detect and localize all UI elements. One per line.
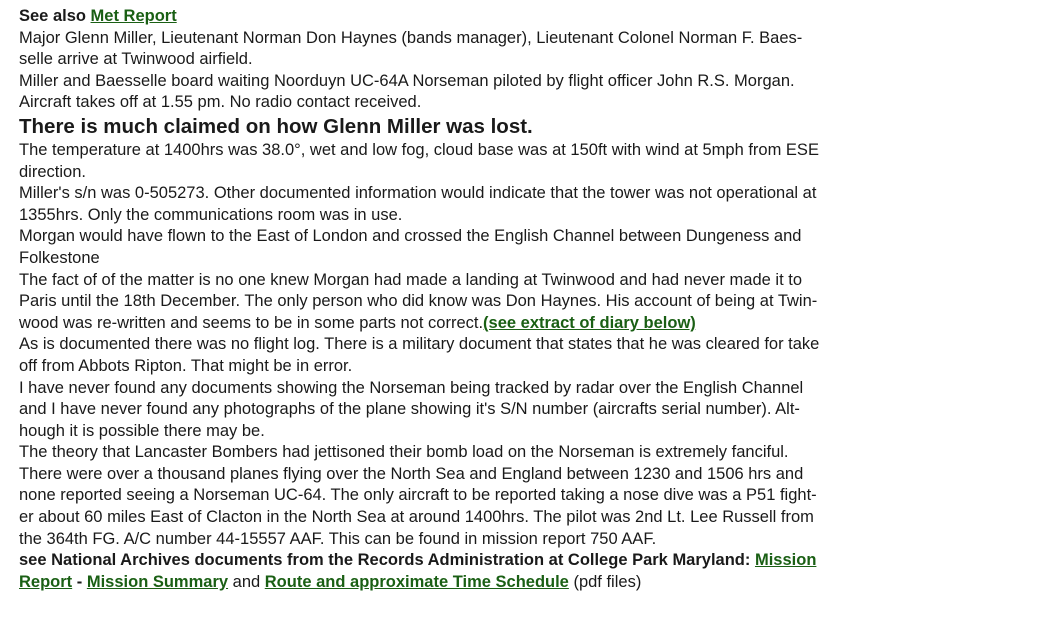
section-heading: There is much claimed on how Glenn Miller was lost. — [19, 114, 533, 138]
text-line: Paris until the 18th December. The only person who did know was Don Haynes. His account of being at Twin- — [19, 292, 818, 311]
text-line: and I have never found any photographs of the plane showing it's S/N number (aircrafts serial number). Alt- — [19, 400, 800, 419]
archives-text: see National Archives documents from the Records Administration at College Park Maryland: — [19, 551, 755, 570]
text-line: hough it is possible there may be. — [19, 421, 265, 440]
see-also-prefix: See also — [19, 7, 91, 25]
text-line: off from Abbots Ripton. That might be in error. — [19, 356, 353, 375]
text-segment: wood was re-written and seems to be in some parts not correct. — [19, 313, 484, 332]
text-line: The fact of of the matter is no one knew Morgan had made a landing at Twinwood and had never made it to — [19, 270, 803, 289]
text-line: I have never found any documents showing the Norseman being tracked by radar over the English Channel — [19, 378, 804, 397]
text-line: 1355hrs. Only the communications room was in use. — [19, 205, 403, 224]
text-line: direction. — [19, 162, 86, 181]
text-line: selle arrive at Twinwood airfield. — [19, 50, 253, 69]
text-line: the 364th FG. A/C number 44-15557 AAF. This can be found in mission report 750 AAF. — [19, 529, 657, 548]
text-line: Folkestone — [19, 248, 100, 267]
met-report-link[interactable]: Met Report — [90, 7, 177, 25]
text-line: Aircraft takes off at 1.55 pm. No radio contact received. — [19, 93, 422, 112]
diary-line — [19, 313, 1040, 335]
mission-report-link[interactable]: Mission — [754, 551, 817, 570]
mission-summary-link[interactable]: Mission Summary — [86, 572, 229, 591]
text-line: Morgan would have flown to the East of London and crossed the English Channel between Dungeness and — [19, 227, 802, 246]
text-line: The theory that Lancaster Bombers had jettisoned their bomb load on the Norseman is extremely fanciful. — [19, 443, 789, 462]
archives-line-2 — [19, 572, 1040, 594]
text-line: er about 60 miles East of Clacton in the North Sea at around 1400hrs. The pilot was 2nd Lt. Lee Russell from — [19, 508, 814, 527]
archives-line-1 — [19, 550, 1040, 572]
text-line: Major Glenn Miller, Lieutenant Norman Don Haynes (bands manager), Lieutenant Colonel Norman F. Baes- — [19, 28, 803, 47]
text-line: Miller and Baesselle board waiting Noorduyn UC-64A Norseman piloted by flight officer John R.S. Morgan. — [19, 71, 795, 90]
text-line: There were over a thousand planes flying over the North Sea and England between 1230 and 1506 hrs and — [19, 464, 804, 483]
text-line: As is documented there was no flight log. There is a military document that states that he was cleared for take — [19, 335, 820, 354]
mission-report-link-cont[interactable]: Report — [19, 572, 73, 591]
diary-extract-link[interactable]: (see extract of diary below) — [483, 313, 696, 332]
text-line: The temperature at 1400hrs was 38.0°, wet and low fog, cloud base was at 150ft with wind at 5mph from ESE — [19, 140, 819, 159]
route-schedule-link[interactable]: Route and approximate Time Schedule — [264, 572, 569, 591]
separator: - — [72, 572, 87, 591]
see-also-line — [19, 6, 1040, 28]
text-line: none reported seeing a Norseman UC-64. The only aircraft to be reported taking a nose dive was a P51 fight- — [19, 486, 817, 505]
text-line: Miller's s/n was 0-505273. Other documented information would indicate that the tower was not operational at — [19, 184, 817, 203]
and-text: and — [228, 572, 265, 591]
pdf-suffix: (pdf files) — [568, 572, 642, 591]
